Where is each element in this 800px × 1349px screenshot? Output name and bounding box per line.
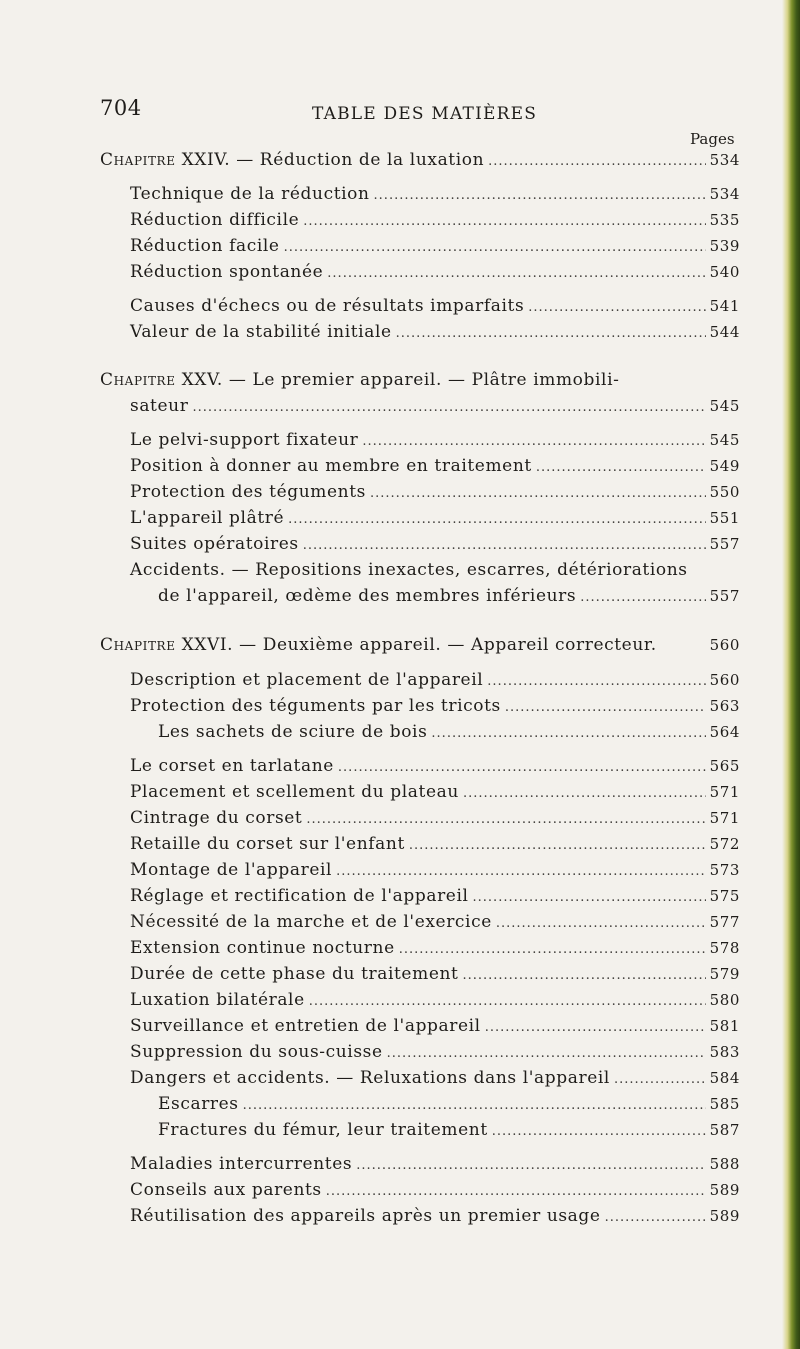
entry-title: Luxation bilatérale [130,990,305,1010]
leader-dots [327,266,705,281]
entry-title: Le pelvi-support fixateur [130,430,359,450]
toc-entry [130,834,740,854]
chapter-title: XXIV. — Réduction de la luxation [175,150,485,170]
chapter-label: Chapitre [100,635,176,655]
toc-entry [130,236,740,256]
page-ref: 571 [709,809,740,827]
toc-entry [130,184,740,204]
entry-title: Protection des téguments [130,482,366,502]
page-ref: 540 [709,263,740,281]
toc-entry [130,322,740,342]
page-ref: 534 [709,185,740,203]
leader-dots [288,512,705,527]
leader-dots [284,240,706,255]
chapter-25-heading [100,370,619,390]
toc-entry [130,1016,740,1036]
entry-title: Conseils aux parents [130,1180,322,1200]
leader-dots [387,1046,706,1061]
toc-entry [130,860,740,880]
entry-title: Dangers et accidents. — Reluxations dans l'appareil [130,1068,610,1088]
page-ref: 572 [709,835,740,853]
leader-dots [528,300,705,315]
entry-title: Durée de cette phase du traitement [130,964,459,984]
leader-dots [496,916,706,931]
leader-dots [462,968,705,983]
toc-entry [130,534,740,554]
entry-title: Suites opératoires [130,534,299,554]
entry-title: Réduction facile [130,236,280,256]
page-ref: 557 [709,535,740,553]
page-ref: 560 [709,636,740,654]
page-ref: 551 [709,509,740,527]
accidents-line-1: Accidents. — Repositions inexactes, escarres, détériorations [130,560,688,580]
page-ref: 557 [709,587,740,605]
entry-title: Réutilisation des appareils après un premier usage [130,1206,601,1226]
leader-dots [492,1124,706,1139]
toc-entry [158,1120,740,1140]
running-header: TABLE DES MATIÈRES [312,104,538,124]
leader-dots [192,400,705,415]
toc-entry [130,782,740,802]
page-ref: 564 [709,723,740,741]
page-ref: 539 [709,237,740,255]
entry-title: Maladies intercurrentes [130,1154,353,1174]
entry-title: Valeur de la stabilité initiale [130,322,392,342]
entry-title: Retaille du corset sur l'enfant [130,834,405,854]
chapter-title: XXV. — Le premier appareil. — Plâtre immobili- [175,370,620,390]
page-number: 704 [100,96,142,120]
page-ref: 589 [709,1181,740,1199]
entry-title: Réduction difficile [130,210,300,230]
leader-dots [326,1184,706,1199]
chapter-label: Chapitre [100,370,176,390]
leader-dots [356,1158,705,1173]
page-ref: 571 [709,783,740,801]
entry-title: Escarres [158,1094,239,1114]
entry-title: Placement et scellement du plateau [130,782,459,802]
page-ref: 578 [709,939,740,957]
entry-title: Extension continue nocturne [130,938,395,958]
page-ref: 583 [709,1043,740,1061]
entry-title: de l'appareil, œdème des membres inférieurs [158,586,577,606]
leader-dots [336,864,706,879]
entry-title: Nécessité de la marche et de l'exercice [130,912,492,932]
toc-entry [130,296,740,316]
leader-dots [431,726,705,741]
toc-entry [158,722,740,742]
entry-title: Technique de la réduction [130,184,370,204]
leader-dots [505,700,706,715]
leader-dots [243,1098,706,1113]
page-ref: 587 [709,1121,740,1139]
toc-entry [130,808,740,828]
entry-title: Réglage et rectification de l'appareil [130,886,469,906]
entry-title: Cintrage du corset [130,808,303,828]
chapter-label: Chapitre [100,150,176,170]
leader-dots [536,460,706,475]
chapter-title-continued: sateur [130,396,189,416]
toc-entry [130,1206,740,1226]
toc-entry [130,696,740,716]
page-ref: 588 [709,1155,740,1173]
page-ref: 549 [709,457,740,475]
entry-title: Causes d'échecs ou de résultats imparfaits [130,296,525,316]
leader-dots [614,1072,706,1087]
page-ref: 573 [709,861,740,879]
leader-dots [409,838,706,853]
toc-entry [130,1154,740,1174]
toc-entry [130,1180,740,1200]
page-ref: 534 [709,151,740,169]
entry-title: Fractures du fémur, leur traitement [158,1120,488,1140]
toc-entry [130,262,740,282]
page-ref: 589 [709,1207,740,1225]
entry-title: Position à donner au membre en traitement [130,456,532,476]
leader-dots [362,434,705,449]
leader-dots [473,890,706,905]
leader-dots [580,590,705,605]
leader-dots [370,486,706,501]
toc-entry [130,210,740,230]
page-ref: 550 [709,483,740,501]
toc-entry [130,456,740,476]
page-ref: 580 [709,991,740,1009]
leader-dots [463,786,706,801]
leader-dots [488,154,705,169]
page-ref: 581 [709,1017,740,1035]
page-ref: 565 [709,757,740,775]
toc-entry [130,990,740,1010]
chapter-24-entry [100,150,740,170]
page-edge [782,0,800,1349]
page-ref: 579 [709,965,740,983]
toc-entry [130,964,740,984]
entry-title: Réduction spontanée [130,262,324,282]
toc-entry [130,912,740,932]
toc-entry [130,938,740,958]
toc-entry [130,1068,740,1088]
page-ref: 545 [709,431,740,449]
leader-dots [487,674,705,689]
toc-entry [130,886,740,906]
page-ref: 544 [709,323,740,341]
leader-dots [396,326,706,341]
toc-entry [158,586,740,606]
page-ref: 563 [709,697,740,715]
page-ref: 577 [709,913,740,931]
toc-entry [130,508,740,528]
leader-dots [303,538,706,553]
chapter-26-entry [100,635,740,655]
toc-entry [130,756,740,776]
leader-dots [374,188,706,203]
leader-dots [306,812,705,827]
leader-dots [605,1210,706,1225]
toc-entry [130,1042,740,1062]
entry-title: L'appareil plâtré [130,508,285,528]
leader-dots [338,760,706,775]
leader-dots [485,1020,706,1035]
toc-entry [130,482,740,502]
page-ref: 584 [709,1069,740,1087]
page-ref: 575 [709,887,740,905]
leader-dots [309,994,706,1009]
pages-column-label: Pages [690,130,735,148]
page-ref: 585 [709,1095,740,1113]
page-ref: 545 [709,397,740,415]
page-ref: 560 [709,671,740,689]
entry-title: Suppression du sous-cuisse [130,1042,383,1062]
toc-entry [130,430,740,450]
entry-title: Description et placement de l'appareil [130,670,484,690]
toc-entry [158,1094,740,1114]
chapter-title: XXVI. — Deuxième appareil. — Appareil correcteur. [175,635,657,655]
entry-title: Protection des téguments par les tricots [130,696,501,716]
entry-title: Le corset en tarlatane [130,756,334,776]
entry-title: Surveillance et entretien de l'appareil [130,1016,481,1036]
entry-title: Montage de l'appareil [130,860,333,880]
toc-entry [130,670,740,690]
leader-dots [303,214,705,229]
chapter-25-entry [130,396,740,416]
entry-title: Les sachets de sciure de bois [158,722,428,742]
leader-dots [399,942,706,957]
page-ref: 535 [709,211,740,229]
page-ref: 541 [709,297,740,315]
